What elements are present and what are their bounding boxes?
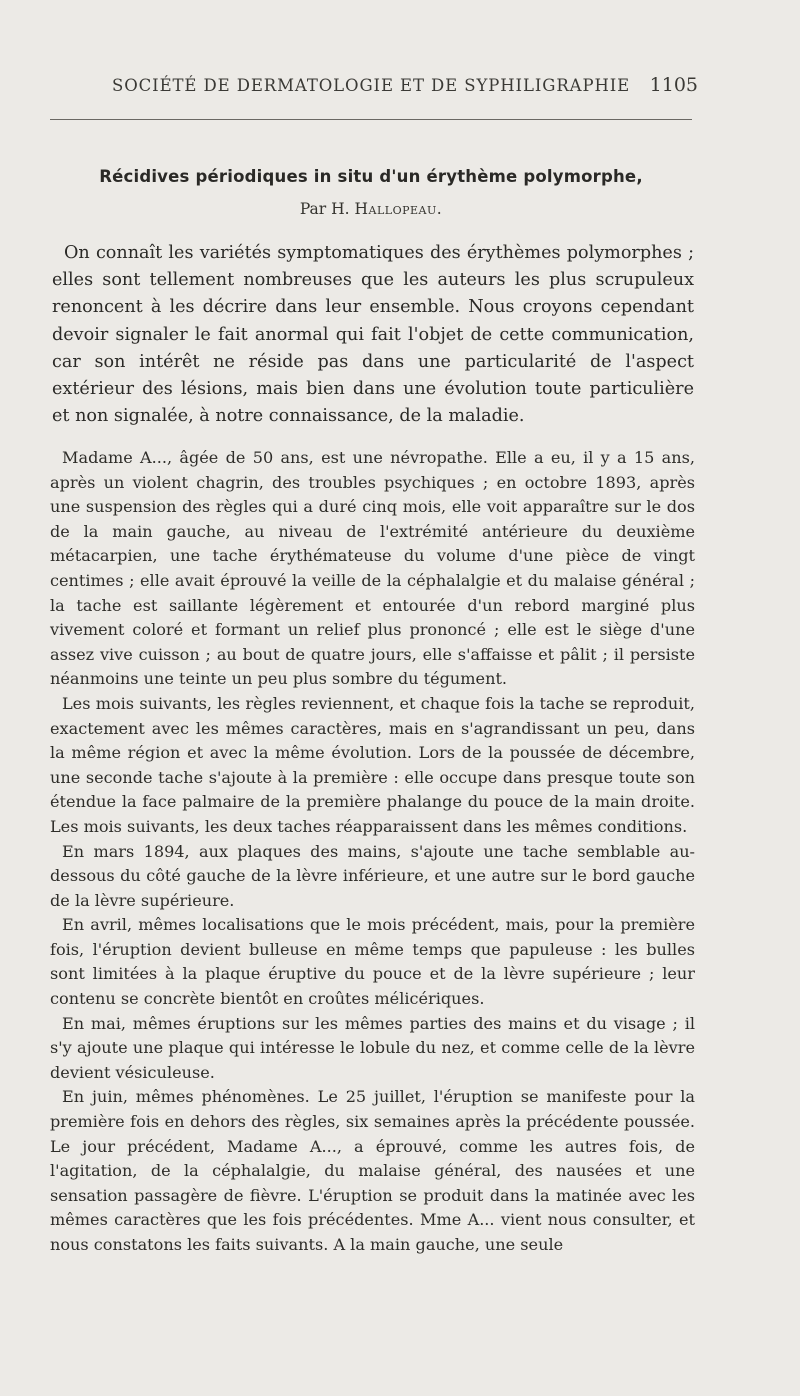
intro-section bbox=[52, 240, 694, 430]
author-name: Hallopeau. bbox=[354, 200, 443, 218]
paragraph-following-months: Les mois suivants, les règles reviennent, et chaque fois la tache se reproduit, exactement avec les mêmes caractères, mais en s'agrandissant un peu, dans la même région et avec la même évolution. Lors de la poussée de décembre, une seconde tache s'ajoute à la première : elle occupe dans presque toute son étendue la face palmaire de la première phalange du pouce de la main droite. Les mois suivants, les deux taches réapparaissent dans les mêmes conditions. bbox=[50, 693, 695, 836]
running-title: SOCIÉTÉ DE DERMATOLOGIE ET DE SYPHILIGRAPHIE bbox=[112, 76, 631, 95]
header-rule bbox=[50, 119, 692, 120]
paragraph-may: En mai, mêmes éruptions sur les mêmes parties des mains et du visage ; il s'y ajoute une plaque qui intéresse le lobule du nez, et comme celle de la lèvre devient vésiculeuse. bbox=[50, 1013, 695, 1082]
running-header bbox=[112, 74, 698, 96]
body-text bbox=[50, 446, 695, 1258]
page-number: 1105 bbox=[649, 74, 698, 96]
article-title: Récidives périodiques in situ d'un érythème polymorphe, bbox=[99, 167, 643, 186]
paragraph-case-history: Madame A..., âgée de 50 ans, est une névropathe. Elle a eu, il y a 15 ans, après un violent chagrin, des troubles psychiques ; en octobre 1893, après une suspension des règles qui a duré cinq mois, elle voit apparaître sur le dos de la main gauche, au niveau de l'extrémité antérieure du deuxième métacarpien, une tache érythémateuse du volume d'une pièce de vingt centimes ; elle avait éprouvé la veille de la céphalalgie et du malaise général ; la tache est saillante légèrement et entourée d'un rebord marginé plus vivement coloré et formant un relief plus prononcé ; elle est le siège d'une assez vive cuisson ; au bout de quatre jours, elle s'affaisse et pâlit ; il persiste néanmoins une teinte un peu plus sombre du tégument. bbox=[50, 448, 695, 689]
paragraph-april: En avril, mêmes localisations que le mois précédent, mais, pour la première fois, l'éruption devient bulleuse en même temps que papuleuse : les bulles sont limitées à la plaque éruptive du pouce et de la lèvre supérieure ; leur contenu se concrète bientôt en croûtes mélicériques. bbox=[50, 915, 695, 1009]
article-author bbox=[50, 200, 692, 218]
intro-paragraph: On connaît les variétés symptomatiques des érythèmes polymorphes ; elles sont tellement nombreuses que les auteurs les plus scrupuleux renoncent à les décrire dans leur ensemble. Nous croyons cependant devoir signaler le fait anormal qui fait l'objet de cette communication, car son intérêt ne réside pas dans une particularité de l'aspect extérieur des lésions, mais bien dans une évolution toute particulière et non signalée, à notre connaissance, de la maladie. bbox=[52, 243, 694, 427]
paragraph-june: En juin, mêmes phénomènes. Le 25 juillet, l'éruption se manifeste pour la première fois en dehors des règles, six semaines après la précédente poussée. Le jour précédent, Madame A..., a éprouvé, comme les autres fois, de l'agitation, de la céphalalgie, du malaise général, des nausées et une sensation passagère de fièvre. L'éruption se produit dans la matinée avec les mêmes caractères que les fois précédentes. Mme A... vient nous consulter, et nous constatons les faits suivants. A la main gauche, une seule bbox=[50, 1087, 695, 1254]
author-prefix: Par H. bbox=[299, 200, 350, 218]
paragraph-march-1894: En mars 1894, aux plaques des mains, s'ajoute une tache semblable au-dessous du côté gauche de la lèvre inférieure, et une autre sur le bord gauche de la lèvre supérieure. bbox=[50, 841, 695, 910]
